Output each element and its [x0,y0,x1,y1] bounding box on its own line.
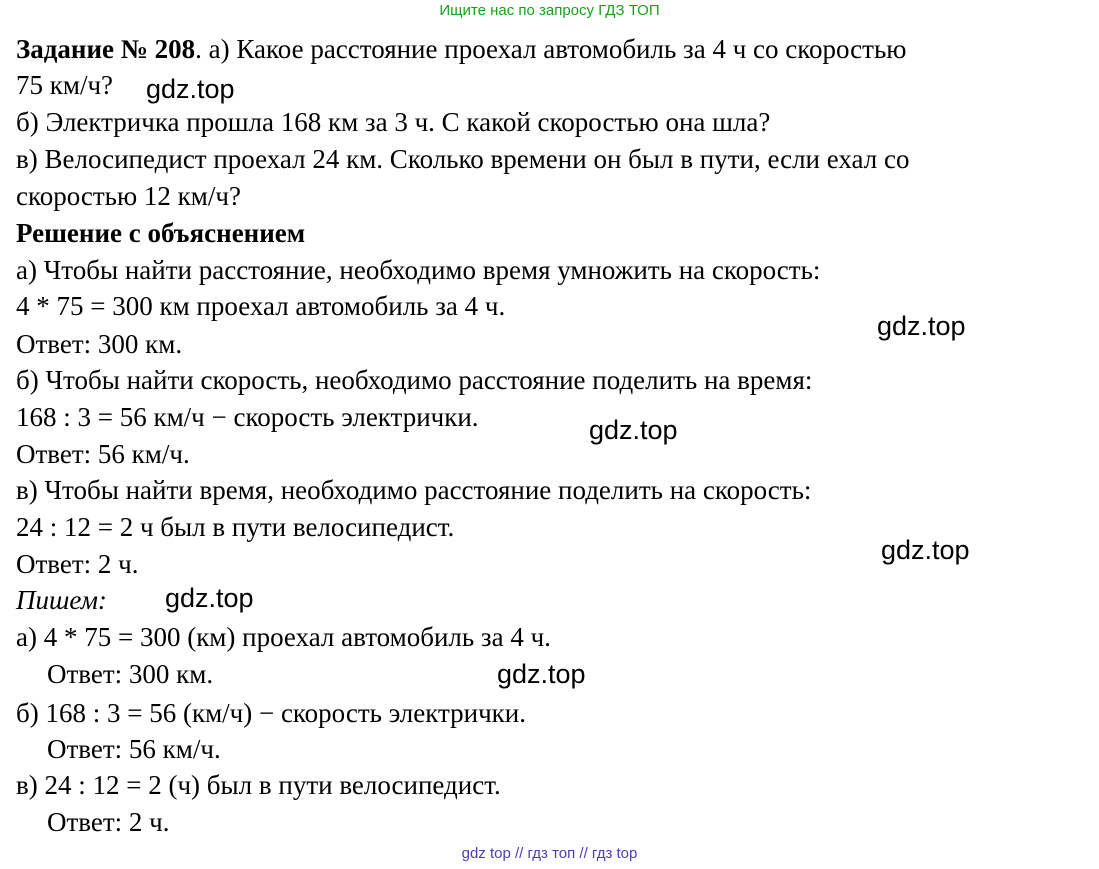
written-b-answer: Ответ: 56 км/ч. [47,734,221,764]
written-c-answer: Ответ: 2 ч. [47,807,170,837]
solution-heading: Решение с объяснением [16,218,306,248]
solution-c-answer: Ответ: 2 ч. [16,549,139,579]
watermark: gdz.top [881,535,970,565]
written-a-calc: а) 4 * 75 = 300 (км) проехал автомобиль за 4 ч. [16,622,551,652]
solution-a-calc: 4 * 75 = 300 км проехал автомобиль за 4 ч. [16,291,506,321]
solution-a-rule: а) Чтобы найти расстояние, необходимо время умножить на скорость: [16,255,821,285]
task-part-b: б) Электричка прошла 168 км за 3 ч. С какой скоростью она шла? [16,107,771,137]
watermark: gdz.top [589,415,678,445]
task-part-a-line2: 75 км/ч? [16,70,114,100]
watermark: gdz.top [165,583,254,613]
written-heading: Пишем: [16,585,107,615]
watermark: gdz.top [497,659,586,689]
watermark: gdz.top [146,74,235,104]
task-part-a-line1: . а) Какое расстояние проехал автомобиль за 4 ч со скоростью [195,34,907,64]
task-line-1 [16,33,906,65]
written-b-calc: б) 168 : 3 = 56 (км/ч) − скорость электрички. [16,698,526,728]
solution-a-answer: Ответ: 300 км. [16,329,183,359]
written-a-answer: Ответ: 300 км. [47,659,214,689]
written-c-calc: в) 24 : 12 = 2 (ч) был в пути велосипедист. [16,770,501,800]
watermark: gdz.top [877,311,966,341]
solution-c-calc: 24 : 12 = 2 ч был в пути велосипедист. [16,512,455,542]
solution-b-calc: 168 : 3 = 56 км/ч − скорость электрички. [16,402,479,432]
solution-b-rule: б) Чтобы найти скорость, необходимо расстояние поделить на время: [16,365,813,395]
solution-c-rule: в) Чтобы найти время, необходимо расстояние поделить на скорость: [16,475,812,505]
header-banner: Ищите нас по запросу ГДЗ ТОП [439,2,660,19]
task-part-c-line2: скоростью 12 км/ч? [16,181,241,211]
task-title: Задание № 208 [16,34,196,64]
task-part-c-line1: в) Велосипедист проехал 24 км. Сколько времени он был в пути, если ехал со [16,144,910,174]
solution-b-answer: Ответ: 56 км/ч. [16,439,190,469]
footer-banner: gdz top // гдз топ // гдз top [461,845,638,862]
